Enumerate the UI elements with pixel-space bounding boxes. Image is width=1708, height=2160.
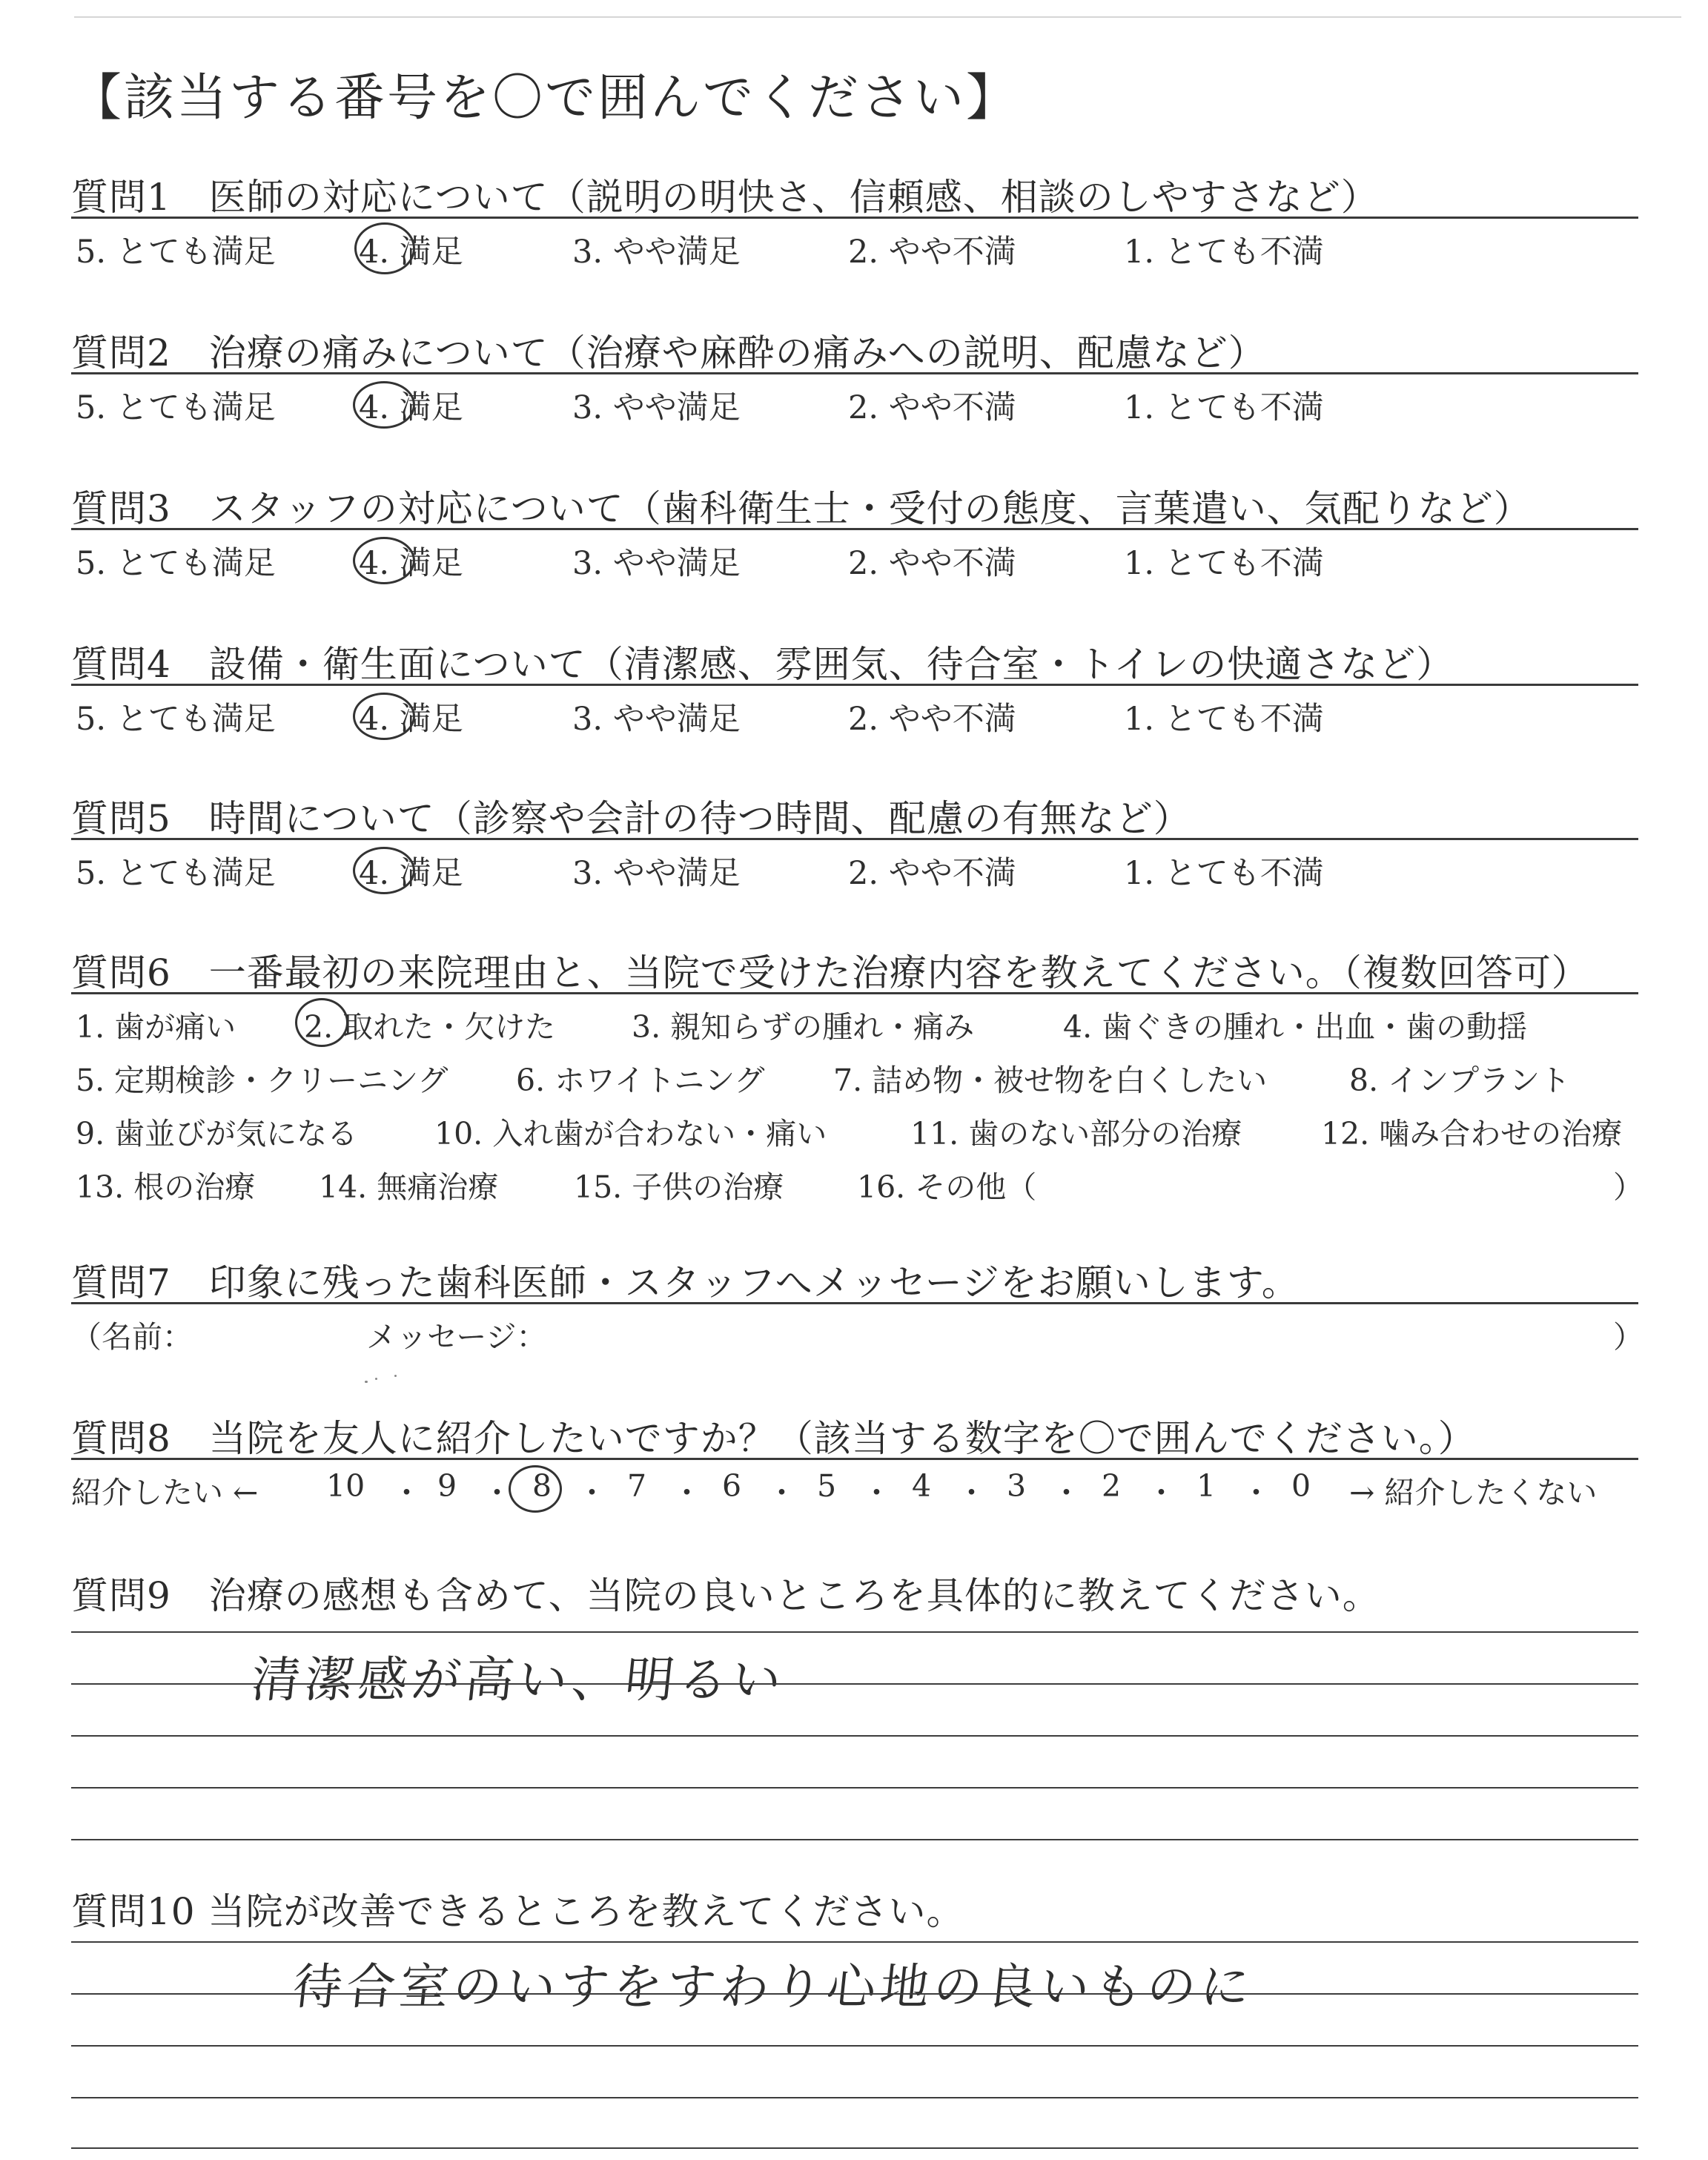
- question-5-options: [71, 848, 1628, 890]
- recommend-scale: [71, 1468, 1658, 1510]
- speck: [394, 1375, 397, 1377]
- question-3-rule: [71, 528, 1638, 530]
- reason-15[interactable]: 15. 子供の治療: [574, 1169, 784, 1205]
- reason-1[interactable]: 1. 歯が痛い: [76, 1009, 236, 1045]
- option-3[interactable]: 3. やや満足: [572, 855, 741, 892]
- answer-line: [71, 2097, 1638, 2098]
- option-3[interactable]: 3. やや満足: [572, 389, 741, 426]
- option-3[interactable]: 3. やや満足: [572, 545, 741, 582]
- answer-line: [71, 1683, 1638, 1685]
- question-9-title: 質問9 治療の感想も含めて、当院の良いところを具体的に教えてください。: [71, 1574, 1380, 1617]
- name-label: （名前：: [71, 1319, 193, 1355]
- question-7-title: 質問7 印象に残った歯科医師・スタッフへメッセージをお願いします。: [71, 1261, 1300, 1304]
- reason-9[interactable]: 9. 歯並びが気になる: [76, 1116, 358, 1152]
- question-2-options: [71, 383, 1628, 424]
- answer-line: [71, 1787, 1638, 1789]
- message-label: メッセージ：: [366, 1319, 547, 1355]
- page-header: 【該当する番号を〇で囲んでください】: [71, 69, 1019, 128]
- question-7-rule: [71, 1302, 1638, 1304]
- question-5-rule: [71, 838, 1638, 840]
- answer-line: [71, 1993, 1638, 1995]
- question-9-answer[interactable]: 清潔感が高い、明るい: [248, 1651, 789, 1708]
- scale-7[interactable]: 7: [627, 1468, 647, 1504]
- option-4[interactable]: 4. 満足: [359, 545, 463, 582]
- scale-sep: ・: [767, 1475, 797, 1510]
- question-10-answer[interactable]: 待合室のいすをすわり心地の良いものに: [290, 1958, 1257, 2015]
- scale-6[interactable]: 6: [722, 1468, 742, 1504]
- question-6-title: 質問6 一番最初の来院理由と、当院で受けた治療内容を教えてください。（複数回答可）: [71, 951, 1589, 994]
- scale-sep: ・: [956, 1475, 987, 1510]
- scale-3[interactable]: 3: [1007, 1468, 1027, 1504]
- question-4-title: 質問4 設備・衛生面について（清潔感、雰囲気、待合室・トイレの快適さなど）: [71, 643, 1454, 686]
- answer-line: [71, 1631, 1638, 1633]
- selected-circle: [353, 537, 415, 584]
- question-1-rule: [71, 217, 1638, 219]
- scale-sep: ・: [391, 1475, 422, 1510]
- question-2-rule: [71, 372, 1638, 374]
- reason-7[interactable]: 7. 詰め物・被せ物を白くしたい: [833, 1063, 1268, 1098]
- reason-14[interactable]: 14. 無痛治療: [319, 1169, 499, 1205]
- selected-circle: [353, 381, 415, 429]
- selected-circle: [295, 998, 348, 1047]
- reason-5[interactable]: 5. 定期検診・クリーニング: [76, 1063, 448, 1098]
- option-4[interactable]: 4. 満足: [359, 701, 463, 738]
- question-6-options: [71, 1003, 1658, 1225]
- question-7-fields: [71, 1312, 1658, 1354]
- question-2-title: 質問2 治療の痛みについて（治療や麻酔の痛みへの説明、配慮など）: [71, 331, 1266, 374]
- option-2[interactable]: 2. やや不満: [848, 545, 1016, 582]
- answer-line: [71, 2147, 1638, 2149]
- reason-12[interactable]: 12. 噛み合わせの治療: [1321, 1116, 1623, 1152]
- reason-3[interactable]: 3. 親知らずの腫れ・痛み: [632, 1009, 975, 1045]
- selected-circle: [354, 222, 415, 274]
- option-2[interactable]: 2. やや不満: [848, 389, 1016, 426]
- option-1[interactable]: 1. とても不満: [1124, 545, 1324, 582]
- option-2[interactable]: 2. やや不満: [848, 701, 1016, 738]
- scale-sep: ・: [861, 1475, 892, 1510]
- option-1[interactable]: 1. とても不満: [1124, 234, 1324, 271]
- question-1-options: [71, 227, 1628, 271]
- speck: [375, 1378, 377, 1380]
- option-1[interactable]: 1. とても不満: [1124, 389, 1324, 426]
- other-close-paren: ）: [1613, 1169, 1644, 1205]
- question-3-title: 質問3 スタッフの対応について（歯科衛生士・受付の態度、言葉遣い、気配りなど）: [71, 487, 1532, 530]
- scale-4[interactable]: 4: [912, 1468, 932, 1504]
- question-8-rule: [71, 1458, 1638, 1460]
- option-5[interactable]: 5. とても満足: [76, 701, 276, 738]
- question-10-title: 質問10 当院が改善できるところを教えてください。: [71, 1890, 964, 1933]
- reason-11[interactable]: 11. 歯のない部分の治療: [910, 1116, 1242, 1152]
- reason-8[interactable]: 8. インプラント: [1349, 1063, 1571, 1098]
- scale-sep: ・: [672, 1475, 702, 1510]
- scale-sep: ・: [1146, 1475, 1176, 1510]
- option-4[interactable]: 4. 満足: [359, 389, 463, 426]
- recommend-right-label: → 紹介したくない: [1349, 1475, 1598, 1510]
- option-1[interactable]: 1. とても不満: [1124, 701, 1324, 738]
- reason-13[interactable]: 13. 根の治療: [76, 1169, 256, 1205]
- scale-sep: ・: [577, 1475, 607, 1510]
- scale-sep: ・: [1241, 1475, 1271, 1510]
- selected-circle: [353, 847, 415, 894]
- answer-line: [71, 1941, 1638, 1943]
- scale-0[interactable]: 0: [1291, 1468, 1311, 1504]
- selected-circle: [509, 1465, 562, 1513]
- option-3[interactable]: 3. やや満足: [572, 234, 741, 271]
- question-1-title: 質問1 医師の対応について（説明の明快さ、信頼感、相談のしやすさなど）: [71, 176, 1379, 219]
- question-8-title: 質問8 当院を友人に紹介したいですか？（該当する数字を〇で囲んでください。）: [71, 1417, 1476, 1460]
- option-2[interactable]: 2. やや不満: [848, 855, 1016, 892]
- scale-8[interactable]: 8: [532, 1468, 552, 1504]
- question-4-rule: [71, 684, 1638, 686]
- scale-10[interactable]: 10: [326, 1468, 365, 1504]
- speck: [365, 1381, 368, 1383]
- reason-16[interactable]: 16. その他（: [857, 1169, 1037, 1205]
- scale-5[interactable]: 5: [817, 1468, 837, 1504]
- scale-1[interactable]: 1: [1196, 1468, 1217, 1504]
- option-3[interactable]: 3. やや満足: [572, 701, 741, 738]
- question-4-options: [71, 694, 1628, 736]
- option-4[interactable]: 4. 満足: [359, 234, 463, 271]
- answer-line: [71, 2045, 1638, 2047]
- scale-9[interactable]: 9: [437, 1468, 457, 1504]
- scale-2[interactable]: 2: [1102, 1468, 1122, 1504]
- scale-sep: ・: [1051, 1475, 1082, 1510]
- selected-circle: [353, 693, 415, 740]
- reason-4[interactable]: 4. 歯ぐきの腫れ・出血・歯の動揺: [1063, 1009, 1528, 1045]
- answer-line: [71, 1839, 1638, 1840]
- question-5-title: 質問5 時間について（診察や会計の待つ時間、配慮の有無など）: [71, 797, 1191, 840]
- reason-2[interactable]: 2. 取れた・欠けた: [304, 1009, 556, 1045]
- scale-sep: ・: [482, 1475, 512, 1510]
- option-5[interactable]: 5. とても満足: [76, 234, 276, 271]
- message-close-paren: ）: [1613, 1319, 1644, 1355]
- reason-6[interactable]: 6. ホワイトニング: [516, 1063, 765, 1098]
- recommend-left-label: 紹介したい ←: [71, 1475, 259, 1510]
- reason-10[interactable]: 10. 入れ歯が合わない・痛い: [434, 1116, 827, 1152]
- option-5[interactable]: 5. とても満足: [76, 389, 276, 426]
- option-5[interactable]: 5. とても満足: [76, 855, 276, 892]
- answer-line: [71, 1735, 1638, 1737]
- option-5[interactable]: 5. とても満足: [76, 545, 276, 582]
- question-3-options: [71, 538, 1628, 580]
- option-4[interactable]: 4. 満足: [359, 855, 463, 892]
- top-divider: [74, 16, 1681, 18]
- option-2[interactable]: 2. やや不満: [848, 234, 1016, 271]
- question-6-rule: [71, 992, 1638, 994]
- option-1[interactable]: 1. とても不満: [1124, 855, 1324, 892]
